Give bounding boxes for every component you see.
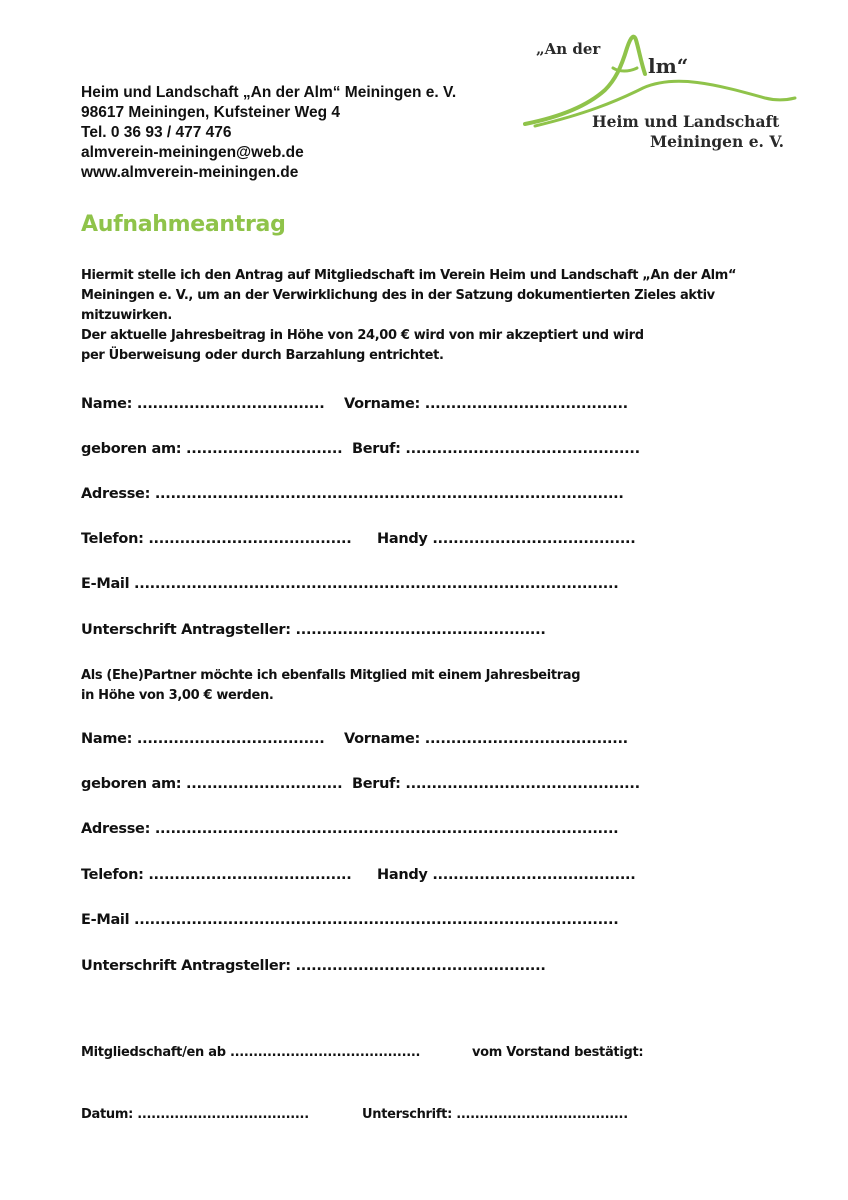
partner-email-field[interactable]: E-Mail ............................................................................................. — [81, 912, 619, 928]
phone-field[interactable]: Telefon: ....................................... — [81, 531, 352, 547]
intro-line: per Überweisung oder durch Barzahlung entrichtet. — [81, 348, 444, 363]
address-line-email: almverein-meiningen@web.de — [81, 144, 304, 161]
partner-birthdate-field[interactable]: geboren am: .............................. — [81, 776, 343, 792]
partner-line: in Höhe von 3,00 € werden. — [81, 688, 274, 703]
name-field[interactable]: Name: .................................... — [81, 396, 325, 412]
logo-alm-text: lm“ — [648, 54, 689, 78]
date-field[interactable]: Datum: ..................................... — [81, 1107, 309, 1122]
board-signature-field[interactable]: Unterschrift: ..................................... — [362, 1107, 628, 1122]
intro-line: Meiningen e. V., um an der Verwirklichung des in der Satzung dokumentierten Zieles aktiv — [81, 288, 715, 303]
address-block — [81, 83, 456, 183]
vorname-field[interactable]: Vorname: ....................................... — [344, 396, 628, 412]
address-line-web: www.almverein-meiningen.de — [81, 164, 299, 181]
partner-mobile-field[interactable]: Handy ....................................... — [377, 867, 636, 883]
board-confirmed-label: vom Vorstand bestätigt: — [472, 1045, 644, 1060]
signature-field[interactable]: Unterschrift Antragsteller: ................................................ — [81, 622, 546, 638]
mobile-field[interactable]: Handy ....................................... — [377, 531, 636, 547]
membership-start-field[interactable]: Mitgliedschaft/en ab ......................................... — [81, 1045, 421, 1060]
logo-line2-text: Meiningen e. V. — [650, 132, 785, 151]
page-title: Aufnahmeantrag — [81, 212, 286, 237]
partner-occupation-field[interactable]: Beruf: ............................................. — [352, 776, 640, 792]
address-field[interactable]: Adresse: .......................................................................................... — [81, 486, 624, 502]
logo-line1-text: Heim und Landschaft — [592, 112, 780, 131]
partner-vorname-field[interactable]: Vorname: ....................................... — [344, 731, 628, 747]
club-logo — [515, 28, 805, 158]
address-line-org: Heim und Landschaft „An der Alm“ Meiningen e. V. — [81, 84, 457, 101]
partner-name-field[interactable]: Name: .................................... — [81, 731, 325, 747]
intro-line: mitzuwirken. — [81, 308, 173, 323]
logo-an-der-text: „An der — [536, 40, 601, 58]
partner-paragraph — [81, 666, 580, 706]
address-line-phone: Tel. 0 36 93 / 477 476 — [81, 124, 232, 141]
intro-line: Der aktuelle Jahresbeitrag in Höhe von 24,00 € wird von mir akzeptiert und wird — [81, 328, 644, 343]
address-line-street: 98617 Meiningen, Kufsteiner Weg 4 — [81, 104, 340, 121]
partner-line: Als (Ehe)Partner möchte ich ebenfalls Mitglied mit einem Jahresbeitrag — [81, 668, 581, 683]
partner-phone-field[interactable]: Telefon: ....................................... — [81, 867, 352, 883]
intro-paragraph — [81, 266, 736, 366]
email-field[interactable]: E-Mail ............................................................................................. — [81, 576, 619, 592]
birthdate-field[interactable]: geboren am: .............................. — [81, 441, 343, 457]
occupation-field[interactable]: Beruf: ............................................. — [352, 441, 640, 457]
intro-line: Hiermit stelle ich den Antrag auf Mitgliedschaft im Verein Heim und Landschaft „An der Alm“ — [81, 268, 737, 283]
partner-address-field[interactable]: Adresse: ......................................................................................... — [81, 821, 619, 837]
partner-signature-field[interactable]: Unterschrift Antragsteller: ................................................ — [81, 958, 546, 974]
